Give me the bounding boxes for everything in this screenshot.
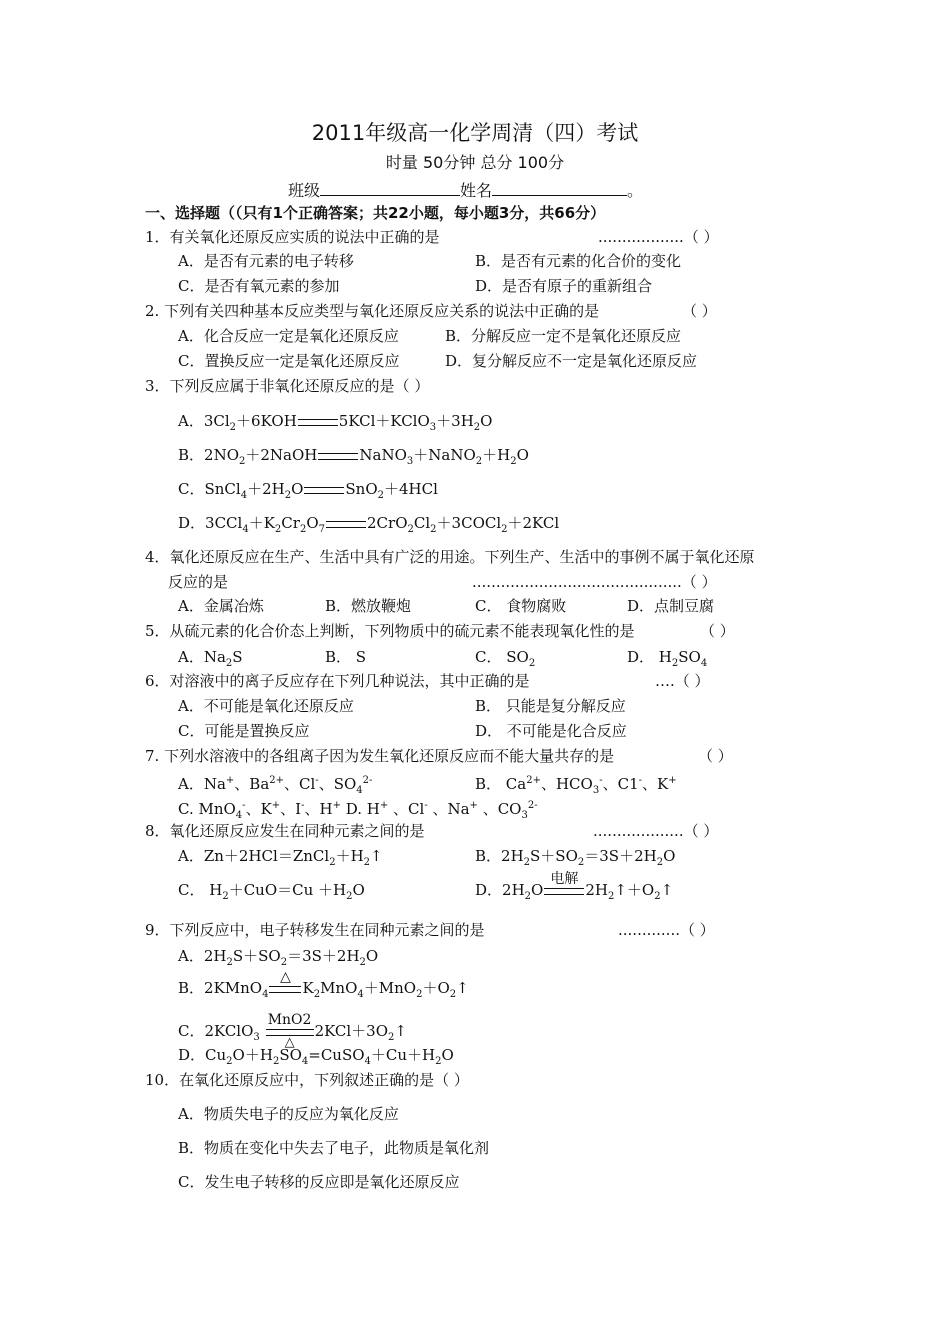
q2-option-d: D．复分解反应不一定是氧化还原反应 bbox=[445, 352, 698, 370]
q5-option-a: A．$Na_2S$ bbox=[178, 648, 243, 669]
question-7-stem: 7. 下列水溶液中的各组离子因为发生氧化还原反应而不能大量共存的是 bbox=[145, 747, 615, 765]
q9-option-c: C．2KClO$_3$ MnO2 △ $2KCl+3O_2↑$ bbox=[178, 1011, 407, 1050]
question-9-answer: .............（ ） bbox=[618, 921, 715, 939]
q1-option-a: A．是否有元素的电子转移 bbox=[178, 252, 354, 270]
question-9-stem: 9．下列反应中，电子转移发生在同种元素之间的是 bbox=[145, 921, 485, 939]
q5-option-b: B． S bbox=[325, 648, 367, 666]
q2-option-b: B．分解反应一定不是氧化还原反应 bbox=[445, 327, 682, 345]
q5-option-d: D． $H_2SO_4$ bbox=[627, 648, 708, 669]
question-6-stem: 6．对溶液中的离子反应存在下列几种说法，其中正确的是 bbox=[145, 672, 530, 690]
heat-condition-2: △ bbox=[284, 1034, 295, 1050]
q3-option-c: C．$SnCl_4+2H_2O$ SnO$_2$＋4HCl bbox=[178, 480, 438, 501]
q4-option-a: A．金属冶炼 bbox=[178, 597, 264, 615]
question-6-answer: ….（ ） bbox=[655, 672, 710, 690]
question-5-answer: （ ） bbox=[700, 622, 735, 640]
heat-condition: △ bbox=[280, 968, 291, 985]
q1-option-c: C．是否有氧元素的参加 bbox=[178, 277, 340, 295]
question-2-stem: 2. 下列有关四种基本反应类型与氧化还原反应关系的说法中正确的是 bbox=[145, 302, 600, 320]
question-10-stem: 10．在氧化还原反应中，下列叙述正确的是（ ） bbox=[145, 1071, 469, 1089]
question-8-stem: 8．氧化还原反应发生在同种元素之间的是 bbox=[145, 822, 425, 840]
q7-option-cd: C. MnO$_4$-、K+、I-、H+ D. H+ 、Cl- 、Na+ 、$CO_3^{2-}$ bbox=[178, 800, 538, 821]
question-8-answer: ...................（ ） bbox=[593, 822, 719, 840]
question-4-stem-cont: 反应的是 bbox=[168, 573, 229, 591]
q4-option-c: C． 食物腐败 bbox=[475, 597, 567, 615]
section-heading: 一、选择题（（只有1个正确答案；共22小题，每小题3分，共66分） bbox=[145, 204, 606, 222]
question-4-stem: 4．氧化还原反应在生产、生活中具有广泛的用途。下列生产、生活中的事例不属于氧化还原 bbox=[145, 548, 755, 566]
q8-option-b: B．$2H_2S+SO_2=3S+2H_2O$ bbox=[475, 847, 676, 868]
page-title: 2011年级高一化学周清（四）考试 bbox=[311, 121, 639, 145]
question-3-stem: 3．下列反应属于非氧化还原反应的是（ ） bbox=[145, 377, 430, 395]
name-label: 姓名 bbox=[460, 181, 493, 200]
electrolysis-condition: 电解 bbox=[550, 870, 579, 887]
q9-option-b: B．2KMnO$_4$ △ $K_2MnO_4+MnO_2+O_2↑$ bbox=[178, 968, 469, 1000]
q10-option-b: B．物质在变化中失去了电子，此物质是氧化剂 bbox=[178, 1139, 490, 1157]
q6-option-b: B． 只能是复分解反应 bbox=[475, 697, 626, 715]
q3-option-b: B．$2NO_2+2NaOH$ $NaNO_3+NaNO_2+H_2O$ bbox=[178, 446, 529, 467]
q1-option-b: B．是否有元素的化合价的变化 bbox=[475, 252, 682, 270]
catalyst-condition: MnO2 bbox=[267, 1011, 312, 1028]
q3-option-d: D．$3CCl_4+K_2Cr_2O_7$ $2CrO_2Cl_2+3COCl_2+2KCl$ bbox=[178, 514, 560, 535]
q5-option-c: C． $SO_2$ bbox=[475, 648, 536, 669]
name-blank[interactable] bbox=[492, 179, 627, 196]
q8-option-c: C． $H_2+CuO=Cu +H_2O$ bbox=[178, 881, 365, 902]
end-mark: 。 bbox=[627, 181, 644, 200]
q9-option-a: A．$2H_2S+SO_2=3S+2H_2O$ bbox=[178, 947, 379, 968]
q1-option-d: D．是否有原子的重新组合 bbox=[475, 277, 653, 295]
q8-option-d: D．$2H_2O$ 电解 $2H_2↑+O_2↑$ bbox=[475, 870, 674, 902]
question-5-stem: 5．从硫元素的化合价态上判断，下列物质中的硫元素不能表现氧化性的是 bbox=[145, 622, 635, 640]
q4-option-b: B．燃放鞭炮 bbox=[325, 597, 412, 615]
question-2-answer: （ ） bbox=[682, 302, 717, 320]
q3-option-a: A．$3Cl_2+6KOH$ $5KCl+KClO_3+3H_2O$ bbox=[178, 412, 493, 433]
question-1-answer: ..................（ ） bbox=[598, 228, 719, 246]
class-blank[interactable] bbox=[320, 179, 460, 196]
class-label: 班级 bbox=[288, 181, 321, 200]
q6-option-c: C．可能是置换反应 bbox=[178, 722, 310, 740]
q8-option-a: A．$Zn+2HCl=ZnCl_2+H_2↑$ bbox=[178, 847, 383, 868]
q7-option-b: B． $Ca^{2+}$、$HCO_3^-$、C1-、K+ bbox=[475, 775, 677, 796]
exam-info: 时量 50分钟 总分 100分 bbox=[385, 153, 565, 172]
question-7-answer: （ ） bbox=[698, 747, 733, 765]
q10-option-c: C．发生电子转移的反应即是氧化还原反应 bbox=[178, 1173, 460, 1191]
class-name-line bbox=[288, 179, 643, 200]
question-4-answer: ............................................（ ） bbox=[472, 573, 717, 591]
q7-option-a: A．Na+、$Ba^{2+}$、Cl-、$SO_4^{2-}$ bbox=[178, 775, 373, 796]
q4-option-d: D．点制豆腐 bbox=[627, 597, 715, 615]
q6-option-d: D． 不可能是化合反应 bbox=[475, 722, 627, 740]
q2-option-a: A．化合反应一定是氧化还原反应 bbox=[178, 327, 399, 345]
q10-option-a: A．物质失电子的反应为氧化反应 bbox=[178, 1105, 399, 1123]
q9-option-d: D．$Cu_2O+H_2SO_4=CuSO_4+Cu+H_2O$ bbox=[178, 1046, 454, 1067]
q2-option-c: C．置换反应一定是氧化还原反应 bbox=[178, 352, 400, 370]
question-1-stem: 1．有关氧化还原反应实质的说法中正确的是 bbox=[145, 228, 440, 246]
q6-option-a: A．不可能是氧化还原反应 bbox=[178, 697, 354, 715]
